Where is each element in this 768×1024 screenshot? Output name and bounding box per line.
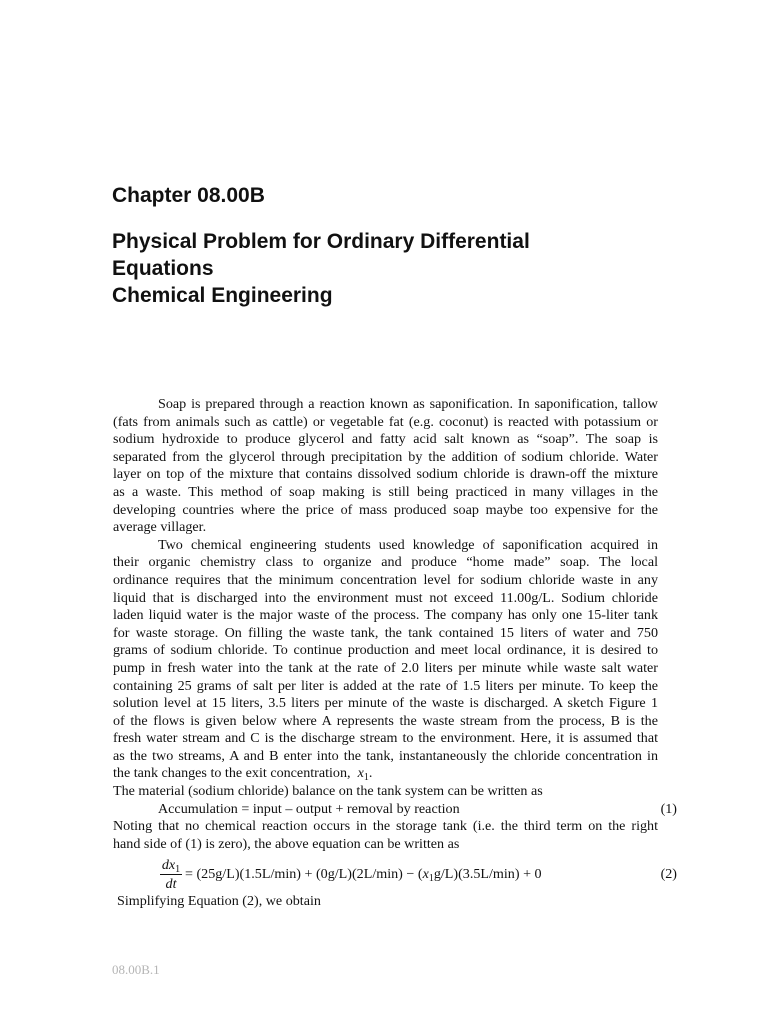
text-line: laden liquid water is the major waste of the process. The company has only one 15-liter tank — [113, 607, 658, 624]
text-segment: . — [368, 765, 373, 782]
text-line-with-variable — [113, 765, 658, 783]
equation-1-number: (1) — [660, 800, 677, 817]
text-line: solution level at 15 liters, 3.5 liters per minute of the waste is discharged. A sketch Figure 1 — [113, 695, 658, 712]
equation-1 — [113, 800, 677, 819]
simplifying-text: Simplifying Equation (2), we obtain — [117, 893, 321, 910]
text-segment: the tank changes to the exit concentration, — [113, 765, 351, 782]
numerator-text: dx — [161, 857, 176, 874]
text-line: as a waste. This method of soap making is still being practiced in many villages in the — [113, 483, 658, 500]
text-line: pump in fresh water into the tank at the rate of 2.0 liters per minute while waste salt water — [113, 659, 658, 676]
rhs-segment: g/L)(3.5L/min) + 0 — [433, 866, 542, 883]
paragraph-problem — [113, 537, 658, 783]
chapter-heading: Chapter 08.00B — [112, 184, 265, 207]
balance-intro: The material (sodium chloride) balance on the tank system can be written as — [113, 783, 543, 800]
rhs-segment: = (25g/L)(1.5L/min) + (0g/L)(2L/min) − ( — [185, 866, 423, 883]
text-line: ordinance requires that the minimum concentration level for sodium chloride waste in any — [113, 571, 658, 588]
text-line: (fats from animals such as cattle) or vegetable fat (e.g. coconut) is reacted with potassium or — [113, 413, 658, 430]
fraction-numerator — [160, 857, 182, 875]
title-line: Physical Problem for Ordinary Differential — [112, 230, 530, 253]
text-line: fresh water stream and C is the discharge stream to the environment. Here, it is assumed that — [113, 730, 658, 747]
variable-x: x — [357, 765, 364, 782]
rhs-variable-subscript: 1 — [428, 873, 434, 885]
text-line: their organic chemistry class to organize and produce “home made” soap. The local — [113, 554, 658, 571]
equation-2-rhs — [185, 866, 542, 888]
variable-subscript: 1 — [363, 772, 369, 784]
text-line: containing 25 grams of salt per liter is added at the rate of 1.5 liters per minute. To keep the — [113, 677, 658, 694]
section-title — [112, 228, 530, 309]
text-line: Two chemical engineering students used knowledge of saponification acquired in — [158, 536, 658, 553]
fraction-denominator: dt — [165, 876, 177, 893]
text-line: liquid that is discharged into the environment must not exceed 11.00g/L. Sodium chloride — [113, 589, 658, 606]
text-line: separated from the glycerol through precipitation by the addition of sodium chloride. Water — [113, 448, 658, 465]
paragraph-saponification — [113, 396, 658, 537]
page-number-footer: 08.00B.1 — [112, 962, 160, 977]
title-line: Chemical Engineering — [112, 284, 333, 307]
text-line: layer on top of the mixture that contains dissolved sodium chloride is drawn-off the mixture — [113, 466, 658, 483]
body-text — [113, 396, 677, 911]
derivative-fraction — [160, 857, 182, 892]
title-line: Equations — [112, 257, 214, 280]
text-line: grams of sodium chloride. To continue production and meet local ordinance, it is desired to — [113, 642, 658, 659]
equation-2-number: (2) — [660, 866, 677, 883]
text-line: of the flows is given below where A represents the waste stream from the process, B is the — [113, 712, 658, 729]
text-line: average villager. — [113, 519, 207, 536]
text-line: for waste storage. On filling the waste tank, the tank contained 15 liters of water and 750 — [113, 624, 658, 641]
text-line: Soap is prepared through a reaction known as saponification. In saponification, tallow — [158, 396, 658, 412]
equation-1-text: Accumulation = input – output + removal by reaction — [158, 800, 460, 817]
text-line: Noting that no chemical reaction occurs in the storage tank (i.e. the third term on the right — [113, 818, 658, 835]
equation-2 — [113, 857, 677, 893]
text-line: developing countries where the price of mass produced soap maybe too expensive for the — [113, 501, 658, 518]
numerator-subscript: 1 — [175, 864, 181, 876]
text-line: as the two streams, A and B enter into the tank, instantaneously the chloride concentration in — [113, 747, 658, 764]
text-line: hand side of (1) is zero), the above equation can be written as — [113, 835, 460, 852]
rhs-variable: x — [422, 866, 429, 883]
text-line: sodium hydroxide to produce glycerol and fatty acid salt known as “soap”. The soap is — [113, 431, 658, 448]
